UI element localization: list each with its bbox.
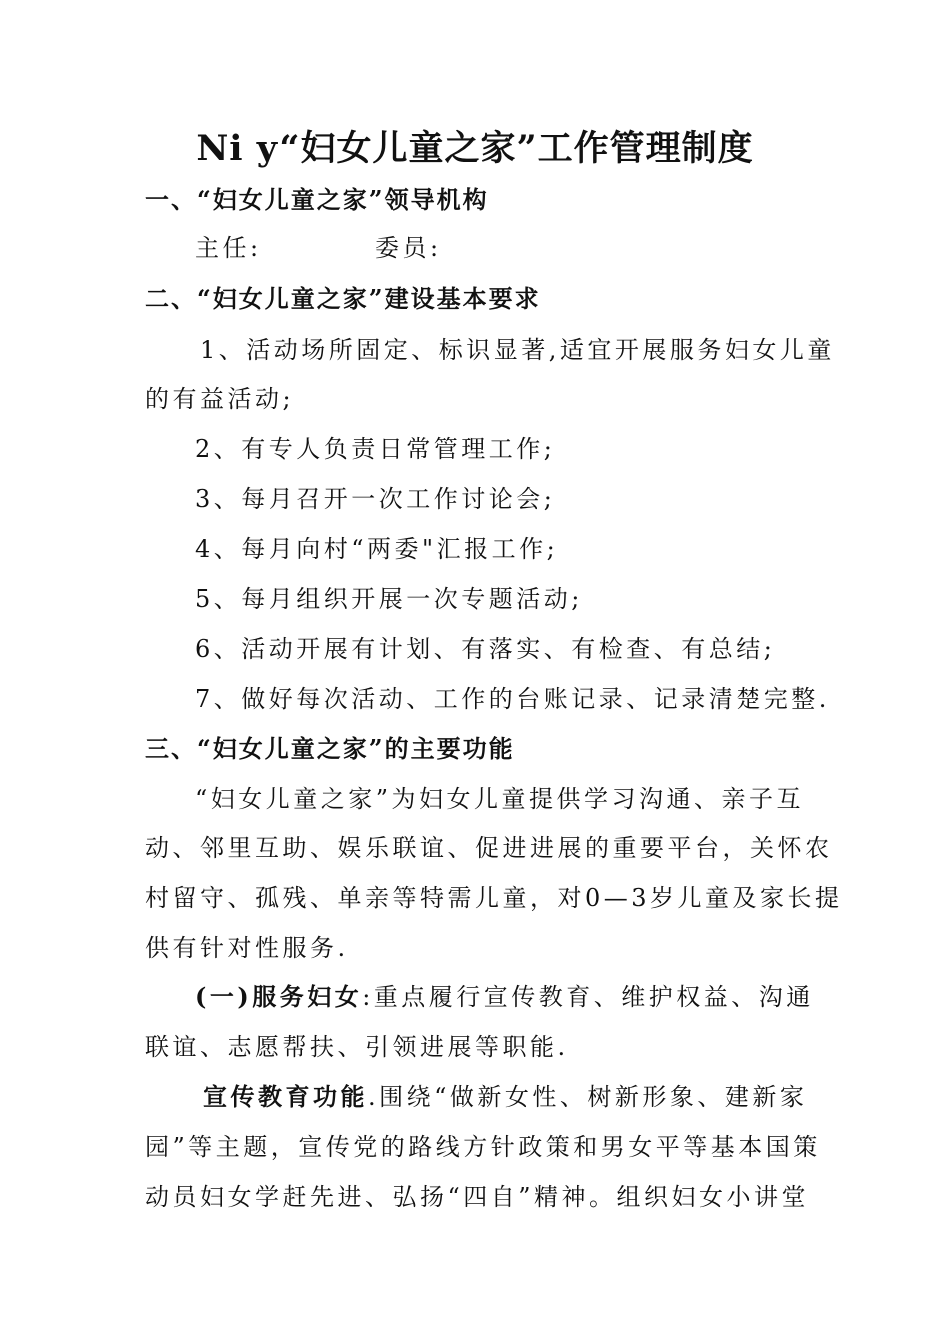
functions-paragraph-line-2: 动、邻里互助、娱乐联谊、促进进展的重要平台，关怀农 <box>145 834 833 862</box>
publicity-paragraph <box>203 1081 873 1113</box>
section-heading-leadership: 一、“妇女儿童之家”领导机构 <box>145 185 489 214</box>
requirement-item-5: 5、每月组织开展一次专题活动; <box>195 585 583 613</box>
requirement-item-7: 7、做好每次活动、工作的台账记录、记录清楚完整. <box>195 685 830 713</box>
publicity-text: .围绕“做新女性、树新形象、建新家 <box>368 1083 808 1111</box>
serve-women-label: (一)服务妇女 <box>195 982 363 1011</box>
member-label: 委员: <box>375 234 442 262</box>
functions-paragraph-line-4: 供有针对性服务. <box>145 934 349 962</box>
serve-women-text: :重点履行宣传教育、维护权益、沟通 <box>362 983 814 1011</box>
publicity-line-2: 园”等主题，宣传党的路线方针政策和男女平等基本国策 <box>145 1133 821 1161</box>
section-heading-requirements: 二、“妇女儿童之家”建设基本要求 <box>145 284 541 313</box>
publicity-label: 宣传教育功能 <box>203 1082 368 1111</box>
requirement-item-3: 3、每月召开一次工作讨论会; <box>195 485 556 513</box>
publicity-line-3: 动员妇女学赶先进、弘扬“四自”精神。组织妇女小讲堂 <box>145 1183 810 1211</box>
requirement-item-1: 1、活动场所固定、标识显著,适宜开展服务妇女儿童 <box>200 336 835 364</box>
functions-paragraph-line-3: 村留守、孤残、单亲等特需儿童，对0—3岁儿童及家长提 <box>145 884 843 912</box>
functions-paragraph-line-1: “妇女儿童之家”为妇女儿童提供学习沟通、亲子互 <box>195 785 805 813</box>
requirement-item-6: 6、活动开展有计划、有落实、有检查、有总结; <box>195 635 776 663</box>
requirement-item-1-continued: 的有益活动; <box>145 385 295 413</box>
requirement-item-2: 2、有专人负责日常管理工作; <box>195 435 556 463</box>
serve-women-line-2: 联谊、志愿帮扶、引领进展等职能. <box>145 1033 569 1061</box>
director-label: 主任: <box>195 234 262 262</box>
requirement-item-4: 4、每月向村“两委"汇报工作; <box>195 535 559 563</box>
serve-women-paragraph <box>195 981 865 1013</box>
section-heading-functions: 三、“妇女儿童之家”的主要功能 <box>145 734 515 763</box>
document-title: Ni y“妇女儿童之家”工作管理制度 <box>196 128 754 169</box>
